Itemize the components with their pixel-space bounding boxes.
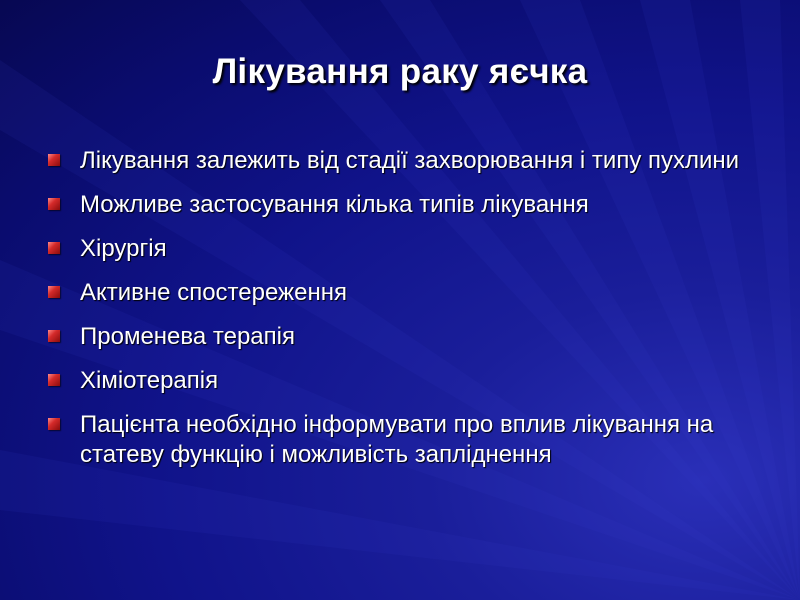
list-item (48, 234, 768, 264)
square-bullet-icon (48, 198, 60, 210)
list-item (48, 146, 768, 176)
square-bullet-icon (48, 286, 60, 298)
bullet-text: Хірургія (80, 235, 167, 262)
slide-title: Лікування раку яєчка (212, 52, 588, 91)
square-bullet-icon (48, 374, 60, 386)
list-item (48, 278, 768, 308)
bullet-text: Можливе застосування кілька типів лікування (80, 191, 589, 218)
list-item (48, 410, 768, 470)
list-item (48, 366, 768, 396)
square-bullet-icon (48, 330, 60, 342)
square-bullet-icon (48, 418, 60, 430)
square-bullet-icon (48, 242, 60, 254)
bullet-text: Променева терапія (80, 323, 295, 350)
bullet-text: Пацієнта необхідно інформувати про вплив лікування на статеву функцію і можливість запліднення (80, 411, 714, 468)
list-item (48, 322, 768, 352)
square-bullet-icon (48, 154, 60, 166)
bullet-text: Активне спостереження (80, 279, 347, 306)
bullet-text: Лікування залежить від стадії захворювання і типу пухлини (80, 147, 740, 174)
list-item (48, 190, 768, 220)
bullet-list (48, 146, 768, 484)
bullet-text: Хіміотерапія (80, 367, 219, 394)
